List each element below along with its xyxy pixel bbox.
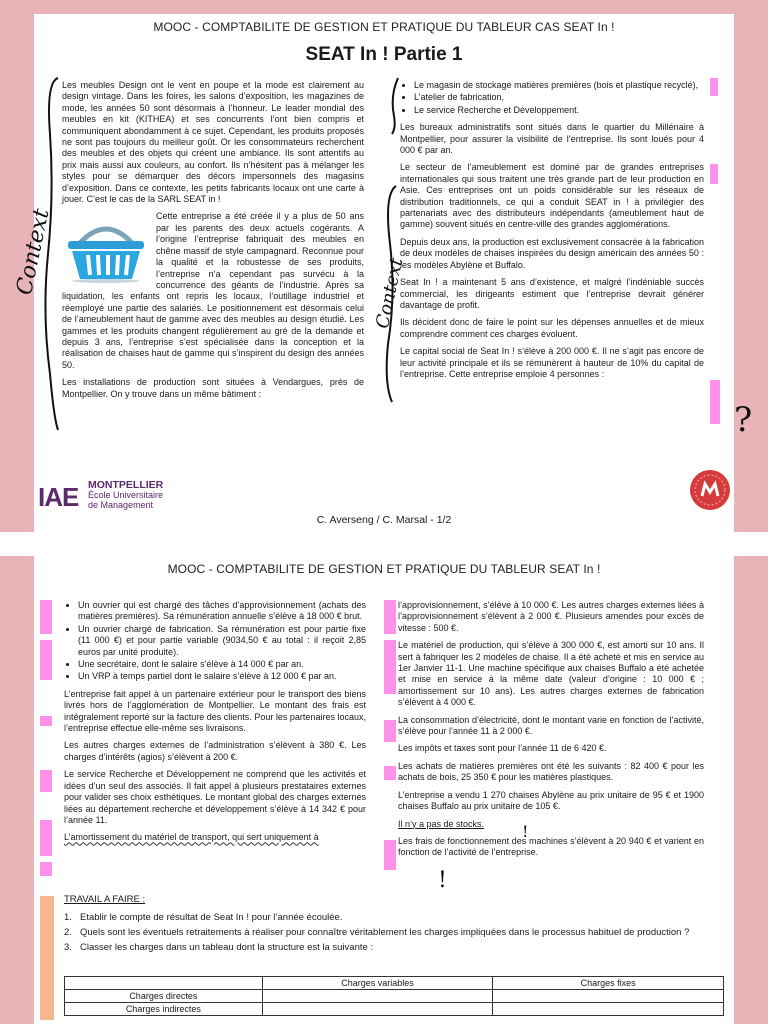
table-row: [65, 1003, 724, 1016]
highlight-mark: [40, 770, 52, 792]
paragraph: l’approvisionnement, s’élève à 10 000 €. Les autres charges externes liées à l’approvisionnement s’élèvent à 2 000 €. Plusieurs amendes pour excès de vitesse : 500 €.: [398, 600, 704, 633]
table-row: [65, 977, 724, 990]
list-item: • Une secrétaire, dont le salaire s’élève à 14 000 € par an.: [78, 659, 366, 670]
handwritten-exclamation: !: [438, 868, 447, 893]
paragraph: Les bureaux administratifs sont situés dans le quartier du Millénaire à Montpellier, pour assurer la visibilité de l’entreprise. Ils sont loués pour 4 000 € par an.: [400, 122, 704, 156]
list-item: • L’atelier de fabrication,: [414, 92, 704, 103]
logo-line: MONTPELLIER: [88, 479, 164, 491]
paragraph: Les installations de production sont situées à Vendargues, près de Montpellier. On y trouve dans un même bâtiment :: [62, 377, 364, 399]
handwritten-exclamation: !: [522, 822, 529, 841]
charges-table: [64, 976, 724, 1016]
paragraph: Il n’y a pas de stocks.: [398, 818, 485, 829]
employee-list: [78, 600, 366, 683]
table-header: Charges fixes: [493, 977, 724, 990]
paragraph: L’amortissement du matériel de transport, qui sert uniquement à: [64, 832, 319, 843]
highlight-mark: [710, 164, 718, 184]
table-cell: [493, 990, 724, 1003]
paragraph: Le matériel de production, qui s’élève à 300 000 €, est amorti sur 10 ans. Il sert à fabriquer les 2 modèles de chaise. Il a été acheté et mis en service au 1er Janvier 11-1. Une machine spécifique aux chaises Buffalo a été achetée et mise en service à la même date (valeur d’origine : 10 000 € ; amortissement sur 10 ans). Les autres charges externes de fabrication s’élèvent à 4 000 €.: [398, 640, 704, 708]
task-number: 2.: [64, 927, 72, 938]
handwritten-question-mark: ?: [734, 400, 753, 440]
highlight-mark: [40, 600, 52, 634]
task-item: [64, 927, 724, 939]
paragraph: Cette entreprise a été créée il y a plus de 50 ans par les parents des deux actuels cogérants. A l’origine l’entreprise fabriquait des meubles en chêne massif de style campagnard. Reconnue pour la qualité et la robustesse de ses produits, l’entreprise n’a cependant pas survécu à la concurrence des géants de l’industrie. Après sa liquidation, les enfants ont repris les locaux, l’outillage industriel et réemployé une partie des salariés. Le positionnement est désormais celui de l’ameublement haut de gamme avec des meubles au design étudié. Les gammes et les produits changent régulièrement au gré de la demande et depuis 3 ans, l’entreprise s’est spécialisée dans la conception et la réalisation de chaises haut de gamme qui s’inspirent du design des années 50.: [62, 211, 364, 370]
location-list: [414, 80, 704, 116]
shopping-basket-icon: [62, 213, 150, 283]
paragraph-with-image: [62, 211, 364, 371]
assignment-section: [64, 894, 724, 957]
paragraph: Depuis deux ans, la production est exclusivement consacrée à la fabrication de deux modèles de chaises inspirées du design américain des années 50 : les modèles Abylène et Buffalo.: [400, 236, 704, 270]
list-item: • Un ouvrier qui est chargé des tâches d’approvisionnement (achats des matières premières). Sa rémunération annuelle s’élève à 18 000 € brut.: [78, 600, 366, 623]
paragraph: Les meubles Design ont le vent en poupe et la mode est clairement au design vintage. Dans les foires, les salons d’exposition, les magazines de mode, les années 50 sont désormais à l’honneur. Le leader mondial des meubles en kit (KITHEA) et ses concurrents l’ont bien compris et communiquent abondamment à ce sujet. Cependant, les produits proposés ne sont pas toujours du meilleur goût. Or les consommateurs recherchent des meubles et des objets qui créent une ambiance. Ils sont attentifs au prix mais aussi aux couleurs, au confort. Ils n’hésitent pas à mélanger les styles pour se démarquer des décors impersonnels des magasins d’exposition. Dans ce contexte, les petits fabricants locaux ont une carte à jouer. C’est le cas de la SARL SEAT in !: [62, 80, 364, 205]
table-cell: [262, 990, 493, 1003]
table-cell: [493, 1003, 724, 1016]
task-list: [64, 912, 724, 954]
list-item: • Le magasin de stockage matières premières (bois et plastique recyclé),: [414, 80, 704, 91]
handwritten-note: Context: [12, 206, 55, 298]
task-item: [64, 912, 724, 924]
highlight-mark: [40, 716, 52, 726]
highlight-mark: [384, 640, 396, 694]
highlight-mark: [384, 840, 396, 870]
task-text: Etablir le compte de résultat de Seat In ! pour l’année écoulée.: [80, 912, 343, 923]
margin-bracket: [386, 76, 402, 136]
table-row: [65, 990, 724, 1003]
page-one-sheet: [12, 14, 753, 532]
highlight-mark: [384, 600, 396, 634]
paragraph: Les achats de matières premières ont été les suivants : 82 400 € pour les achats de bois, 25 350 € pour les matières plastiques.: [398, 760, 704, 783]
assignment-title: TRAVAIL A FAIRE :: [64, 894, 146, 905]
highlight-mark: [384, 720, 396, 742]
page-footer: C. Averseng / C. Marsal - 1/2: [316, 514, 452, 526]
highlight-mark: [40, 862, 52, 876]
page-header: MOOC - COMPTABILITE DE GESTION ET PRATIQUE DU TABLEUR CAS SEAT In !: [153, 20, 615, 34]
highlight-mark: [710, 380, 720, 424]
table-cell: [65, 977, 263, 990]
page-header: MOOC - COMPTABILITE DE GESTION ET PRATIQUE DU TABLEUR SEAT In !: [167, 562, 601, 576]
table-row-header: Charges indirectes: [65, 1003, 263, 1016]
paragraph: Le capital social de Seat In ! s’élève à 200 000 €. Il ne s’agit pas encore de leur activité principale et ils se rémunèrent à hauteur de 10% du capital de l’entreprise. Cette entreprise emploie 4 personnes :: [400, 346, 704, 379]
task-text: Quels sont les éventuels retraitements à réaliser pour connaître véritablement les charges impliquées dans le processus habituel de production ?: [80, 927, 690, 938]
paragraph: L’entreprise fait appel à un partenaire extérieur pour le transport des biens livrés hors de l’agglomération de Montpellier. Le montant des frais est intégralement reporté sur la facture des clients. Pour les partenaires locaux, l’entreprise effectue elle-même ses livraisons.: [64, 688, 366, 734]
logo-text: [88, 480, 163, 510]
right-column: [398, 600, 704, 865]
page-two: [0, 556, 768, 1024]
logo-line: de Management: [88, 500, 154, 510]
logo-mark: IAE: [38, 482, 79, 512]
paragraph: Ils décident donc de faire le point sur les dépenses annuelles et de mieux comprendre comment ces charges évoluent.: [400, 317, 704, 339]
table-row-header: Charges directes: [65, 990, 263, 1003]
list-item: • Le service Recherche et Développement.: [414, 105, 704, 116]
task-text: Classer les charges dans un tableau dont la structure est la suivante :: [80, 942, 374, 953]
paragraph: Les frais de fonctionnement des machines s’élèvent à 20 940 € et varient en fonction de l’activité de l’entreprise.: [398, 835, 704, 858]
left-column: [62, 80, 364, 406]
university-seal-logo: [690, 470, 730, 510]
highlight-mark: [40, 640, 52, 680]
table-cell: [262, 1003, 493, 1016]
task-number: 1.: [64, 912, 72, 923]
page-title: SEAT In ! Partie 1: [305, 44, 463, 65]
left-column: [64, 600, 366, 850]
highlight-mark: [40, 820, 52, 856]
logo-line: École Universitaire: [88, 490, 164, 500]
table-header: Charges variables: [262, 977, 493, 990]
paragraph: Les impôts et taxes sont pour l’année 11 de 6 420 €.: [398, 743, 607, 754]
list-item: • Un VRP à temps partiel dont le salaire s’élève à 12 000 € par an.: [78, 671, 366, 682]
right-column: [400, 80, 704, 386]
paragraph: Seat In ! a maintenant 5 ans d’existence, et malgré l’indéniable succès commercial, les dirigeants estiment que l’entreprise devrait générer davantage de profit.: [400, 277, 704, 310]
highlight-mark: [710, 78, 718, 96]
highlight-mark: [40, 896, 54, 1020]
highlight-mark: [384, 766, 396, 780]
paragraph: L’entreprise a vendu 1 270 chaises Abylène au prix unitaire de 95 € et 1900 chaises Buffalo au prix unitaire de 105 €.: [398, 789, 704, 812]
paragraph: Les autres charges externes de l’administration s’élèvent à 380 €. Les charges d’intérêts (agios) s’élèvent à 200 €.: [64, 740, 366, 762]
handwritten-note: Context: [372, 256, 408, 331]
paragraph: Le service Recherche et Développement ne comprend que les activités et idées d’un seul des associés. Il fait appel à plusieurs prestataires externes pour valider ses choix esthétiques. Le montant global des charges externes liées au département recherche et développement s’élève à 14 342 € pour l’année 11.: [64, 769, 366, 825]
list-item: • Un ouvrier chargé de fabrication. Sa rémunération est pour partie fixe (11 000 €) et pour partie variable (9034,50 € au total : il reçoit 2,85 euros par unité produite).: [78, 624, 366, 658]
paragraph: La consommation d’électricité, dont le montant varie en fonction de l’activité, s’élève pour l’année 11 à 2 000 €.: [398, 714, 704, 737]
page-two-sheet: [34, 556, 734, 1024]
iae-montpellier-logo: [38, 478, 178, 518]
task-item: [64, 942, 724, 954]
task-number: 3.: [64, 942, 72, 953]
paragraph: Le secteur de l’ameublement est dominé par de grandes entreprises internationales qui sous traitent une très grande part de leur production en Asie. Ces entreprises ont un poids considérable sur les réseaux de distribution traditionnels, ce qui a conduit SEAT in ! à privilégier des partenariats avec des distributeurs indépendants (ameublement haut de gamme) souvent situés en centre-ville des grandes agglomérations.: [400, 162, 704, 230]
